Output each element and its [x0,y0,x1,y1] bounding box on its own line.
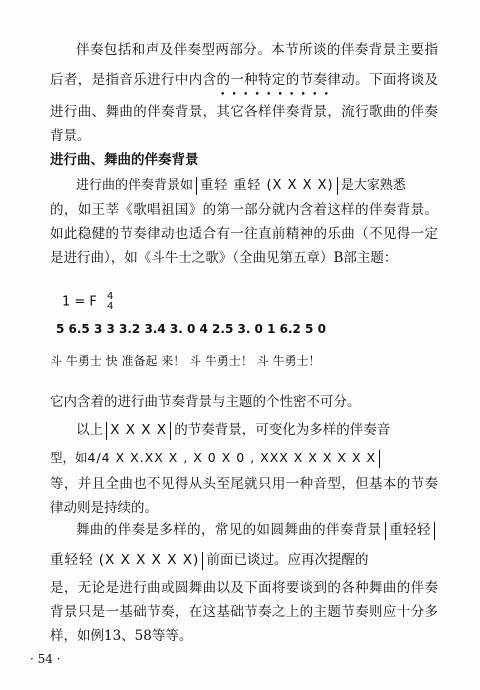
music-lyrics: 斗 牛勇士 快 准备起 来！ 斗 牛勇士！ 斗 牛勇士！ [50,354,321,368]
text-line: 的，如王莘《歌唱祖国》的第一部分就内含着这样的伴奏背景。 [50,202,438,218]
bar-line [202,552,203,570]
rhythm-notation: X X X X [110,422,168,438]
rhythm-notation: 重轻 重轻 (X X X X) [200,178,334,193]
text-span: 前面已谈过。应再次提醒的 [206,552,369,568]
text-line [50,420,438,440]
text-line: 是进行曲），如《斗牛士之歌》（全曲见第五章）B部主题： [50,250,398,266]
bar-line [337,177,338,195]
key-label: 1 = F [62,294,97,310]
text-line: 进行曲、舞曲的伴奏背景，其它各样伴奏背景，流行歌曲的伴奏 [50,104,438,120]
bar-line [170,422,171,440]
text-line: 后者，是指音乐进行中内含的一种特定的节奏律动。下面将谈及 [50,72,438,88]
time-top: 4 [107,291,114,302]
rhythm-notation: 4/4 X X.XX X , X 0 X 0 , XXX X X X X X X [87,450,377,465]
key-signature [62,292,113,312]
bar-line [106,422,107,440]
time-bottom: 4 [107,301,114,312]
emphasis-dots: •••••••••• [220,90,336,100]
text-line: 伴奏包括和声及伴奏型两部分。本节所谈的伴奏背景主要指 [76,42,438,58]
text-span: 以上 [76,422,103,438]
text-line: 背景只是一基础节奏，在这基础节奏之上的主题节奏则应十分多 [50,604,438,620]
rhythm-notation: 重轻轻 [388,522,431,538]
rhythm-notation: 重轻轻 (X X X X X X) [50,552,200,568]
text-line: 等，并且全曲也不见得从头至尾就只用一种音型，但基本的节奏 [50,476,438,492]
bar-line [385,522,386,540]
text-line [50,520,438,540]
text-line: 是，无论是进行曲或圆舞曲以及下面将要谈到的各种舞曲的伴奏 [50,580,438,596]
bar-line [196,177,197,195]
section-heading: 进行曲、舞曲的伴奏背景 [50,152,199,168]
music-notes: 5 6.5 3 3 3.2 3.4 3. 0 4 2.5 3. 0 1 6.2 5 0 [56,322,326,336]
text-span: 舞曲的伴奏是多样的，常见的如圆舞曲的伴奏背景 [76,522,382,538]
text-line: 律动则是持续的。 [50,500,158,516]
text-span: 进行曲的伴奏背景如 [76,178,194,193]
text-span: 型，如 [50,450,88,465]
text-line [50,550,438,570]
time-signature [107,292,113,312]
text-span: 是大家熟悉 [340,178,406,193]
text-line: 如此稳健的节奏律动也适合有一往直前精神的乐曲（不见得一定 [50,226,438,242]
bar-line [434,522,435,540]
text-line [50,448,438,468]
bar-line [379,450,380,468]
text-line: 样，如例13、58等等。 [50,628,193,644]
text-line [50,176,438,196]
text-line: 它内含着的进行曲节奏背景与主题的个性密不可分。 [50,394,361,410]
text-line: 背景。 [50,128,91,144]
text-span: 的节奏背景，可变化为多样的伴奏音 [174,422,391,438]
page-number: · 54 · [30,652,61,666]
